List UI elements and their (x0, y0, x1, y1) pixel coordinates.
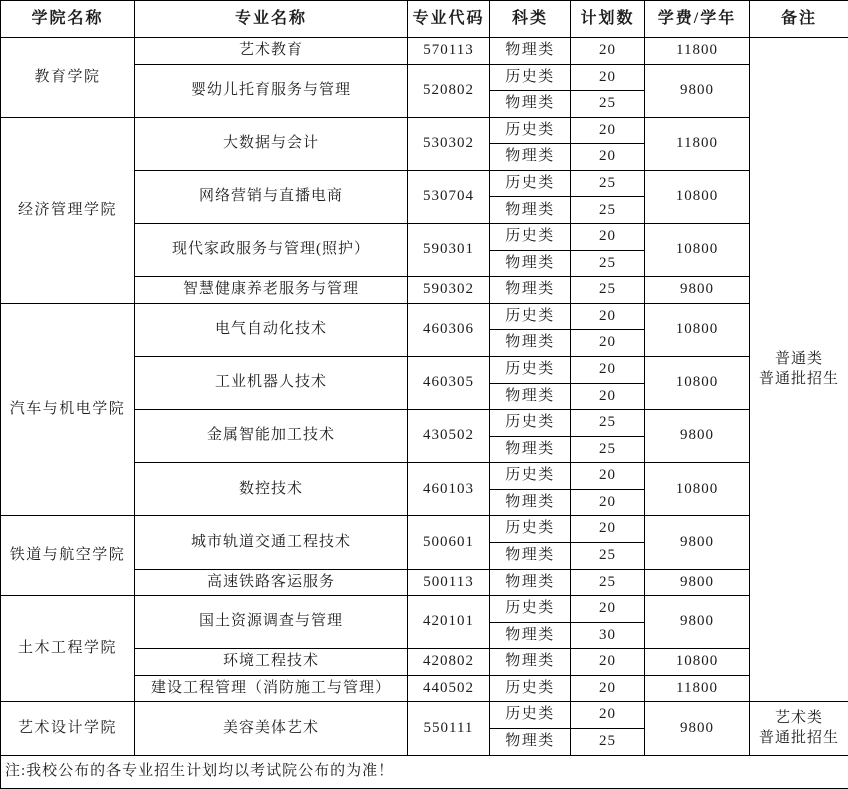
category-cell: 物理类 (490, 649, 571, 676)
major-name-cell: 国土资源调查与管理 (135, 596, 408, 649)
remark-line: 普通批招生 (758, 729, 839, 746)
college-name-cell: 经济管理学院 (1, 117, 135, 303)
category-cell: 历史类 (490, 675, 571, 702)
major-name-cell: 数控技术 (135, 463, 408, 516)
college-name-cell: 土木工程学院 (1, 596, 135, 702)
major-name-cell: 智慧健康养老服务与管理 (135, 277, 408, 304)
plan-count-cell: 20 (571, 356, 645, 383)
plan-count-cell: 25 (571, 250, 645, 277)
tuition-cell: 11800 (645, 675, 750, 702)
column-header-tuition: 学费/学年 (645, 1, 750, 38)
tuition-cell: 10800 (645, 224, 750, 277)
column-header-remark: 备注 (750, 1, 848, 38)
category-cell: 物理类 (490, 729, 571, 756)
category-cell: 物理类 (490, 250, 571, 277)
category-cell: 历史类 (490, 516, 571, 543)
plan-count-cell: 20 (571, 64, 645, 91)
plan-count-cell: 25 (571, 569, 645, 596)
tuition-cell: 9800 (645, 702, 750, 756)
major-name-cell: 高速铁路客运服务 (135, 569, 408, 596)
table-footer (1, 756, 848, 789)
major-code-cell: 570113 (408, 38, 490, 65)
major-code-cell: 590301 (408, 224, 490, 277)
major-code-cell: 500113 (408, 569, 490, 596)
major-code-cell: 460103 (408, 463, 490, 516)
category-cell: 历史类 (490, 702, 571, 729)
plan-count-cell: 20 (571, 330, 645, 357)
college-name-cell: 教育学院 (1, 38, 135, 118)
college-name-cell: 艺术设计学院 (1, 702, 135, 756)
plan-count-cell: 20 (571, 224, 645, 251)
major-name-cell: 电气自动化技术 (135, 303, 408, 356)
college-name-cell: 汽车与机电学院 (1, 303, 135, 516)
category-cell: 历史类 (490, 356, 571, 383)
note-row (1, 756, 848, 789)
table-body (1, 38, 848, 756)
table-row (1, 38, 848, 65)
major-name-cell: 大数据与会计 (135, 117, 408, 170)
tuition-cell: 10800 (645, 170, 750, 223)
category-cell: 物理类 (490, 542, 571, 569)
tuition-cell: 11800 (645, 117, 750, 170)
plan-count-cell: 20 (571, 383, 645, 410)
major-name-cell: 金属智能加工技术 (135, 410, 408, 463)
plan-count-cell: 20 (571, 117, 645, 144)
major-code-cell: 460306 (408, 303, 490, 356)
column-header-category: 科类 (490, 1, 571, 38)
table-row (1, 117, 848, 144)
plan-count-cell: 20 (571, 144, 645, 171)
tuition-cell: 11800 (645, 38, 750, 65)
plan-count-cell: 25 (571, 542, 645, 569)
category-cell: 物理类 (490, 569, 571, 596)
category-cell: 历史类 (490, 596, 571, 623)
tuition-cell: 9800 (645, 516, 750, 569)
footnote: 注:我校公布的各专业招生计划均以考试院公布的为准！ (1, 756, 848, 789)
plan-count-cell: 20 (571, 675, 645, 702)
remark-line: 普通类 (774, 351, 823, 368)
college-name-cell: 铁道与航空学院 (1, 516, 135, 596)
major-name-cell: 婴幼儿托育服务与管理 (135, 64, 408, 117)
table-row (1, 516, 848, 543)
category-cell: 历史类 (490, 117, 571, 144)
plan-count-cell: 20 (571, 303, 645, 330)
category-cell: 物理类 (490, 383, 571, 410)
major-name-cell: 环境工程技术 (135, 649, 408, 676)
major-name-cell: 工业机器人技术 (135, 356, 408, 409)
column-header-plan: 计划数 (571, 1, 645, 38)
category-cell: 物理类 (490, 330, 571, 357)
major-code-cell: 530302 (408, 117, 490, 170)
column-header-major: 专业名称 (135, 1, 408, 38)
category-cell: 物理类 (490, 197, 571, 224)
remark-cell (750, 38, 848, 702)
category-cell: 历史类 (490, 170, 571, 197)
plan-count-cell: 20 (571, 516, 645, 543)
tuition-cell: 9800 (645, 596, 750, 649)
table-header (1, 1, 848, 38)
plan-count-cell: 25 (571, 197, 645, 224)
major-code-cell: 500601 (408, 516, 490, 569)
column-header-college: 学院名称 (1, 1, 135, 38)
tuition-cell: 9800 (645, 410, 750, 463)
category-cell: 历史类 (490, 463, 571, 490)
category-cell: 物理类 (490, 91, 571, 118)
remark-cell (750, 702, 848, 756)
major-name-cell: 建设工程管理（消防施工与管理） (135, 675, 408, 702)
major-code-cell: 430502 (408, 410, 490, 463)
remark-line: 普通批招生 (758, 370, 839, 387)
plan-count-cell: 25 (571, 410, 645, 437)
tuition-cell: 9800 (645, 277, 750, 304)
category-cell: 物理类 (490, 622, 571, 649)
table-row (1, 596, 848, 623)
category-cell: 历史类 (490, 64, 571, 91)
table-row (1, 702, 848, 729)
major-code-cell: 550111 (408, 702, 490, 756)
plan-count-cell: 25 (571, 729, 645, 756)
tuition-cell: 9800 (645, 64, 750, 117)
category-cell: 物理类 (490, 436, 571, 463)
plan-count-cell: 20 (571, 38, 645, 65)
category-cell: 物理类 (490, 277, 571, 304)
column-header-code: 专业代码 (408, 1, 490, 38)
plan-count-cell: 20 (571, 596, 645, 623)
table-row (1, 303, 848, 330)
major-name-cell: 艺术教育 (135, 38, 408, 65)
category-cell: 物理类 (490, 38, 571, 65)
major-code-cell: 520802 (408, 64, 490, 117)
plan-count-cell: 25 (571, 170, 645, 197)
major-name-cell: 美容美体艺术 (135, 702, 408, 756)
tuition-cell: 10800 (645, 649, 750, 676)
tuition-cell: 10800 (645, 303, 750, 356)
category-cell: 历史类 (490, 224, 571, 251)
major-name-cell: 城市轨道交通工程技术 (135, 516, 408, 569)
category-cell: 物理类 (490, 489, 571, 516)
plan-count-cell: 25 (571, 277, 645, 304)
major-code-cell: 590302 (408, 277, 490, 304)
plan-count-cell: 20 (571, 649, 645, 676)
major-code-cell: 420802 (408, 649, 490, 676)
plan-count-cell: 25 (571, 91, 645, 118)
major-name-cell: 网络营销与直播电商 (135, 170, 408, 223)
tuition-cell: 10800 (645, 463, 750, 516)
plan-count-cell: 20 (571, 463, 645, 490)
plan-count-cell: 20 (571, 702, 645, 729)
remark-line: 艺术类 (774, 710, 823, 727)
major-code-cell: 420101 (408, 596, 490, 649)
major-name-cell: 现代家政服务与管理(照护） (135, 224, 408, 277)
tuition-cell: 10800 (645, 356, 750, 409)
header-row (1, 1, 848, 38)
plan-count-cell: 30 (571, 622, 645, 649)
plan-count-cell: 25 (571, 436, 645, 463)
major-code-cell: 440502 (408, 675, 490, 702)
category-cell: 物理类 (490, 144, 571, 171)
plan-count-cell: 20 (571, 489, 645, 516)
tuition-cell: 9800 (645, 569, 750, 596)
category-cell: 历史类 (490, 410, 571, 437)
category-cell: 历史类 (490, 303, 571, 330)
major-code-cell: 460305 (408, 356, 490, 409)
major-code-cell: 530704 (408, 170, 490, 223)
